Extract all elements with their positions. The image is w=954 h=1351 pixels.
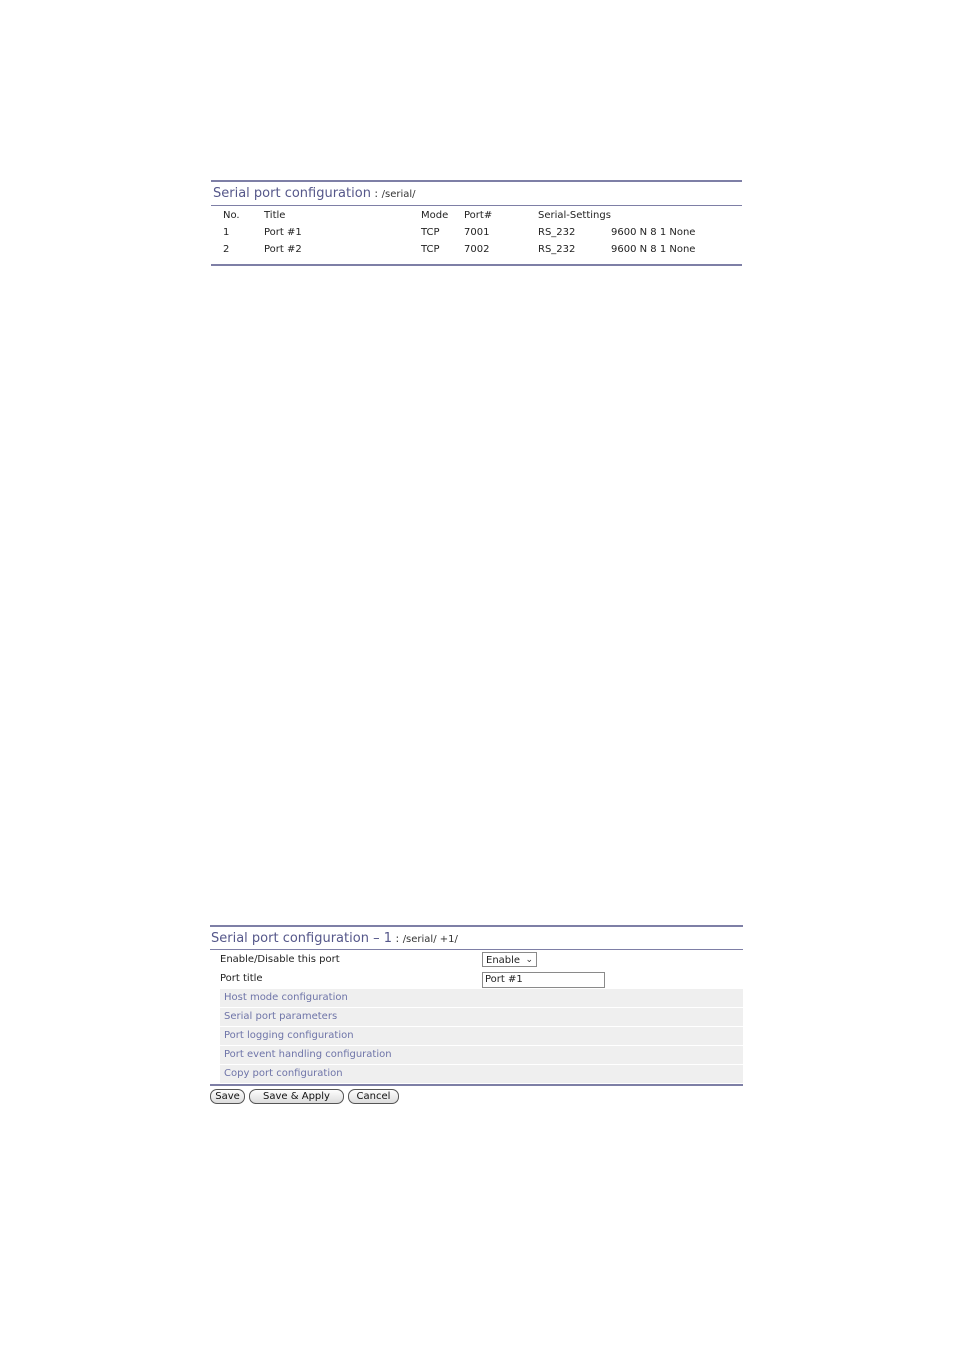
column-header-no: No. [223, 210, 240, 221]
link-host-mode-configuration[interactable]: Host mode configuration [220, 989, 743, 1007]
column-header-title: Title [264, 210, 286, 221]
panel-title-text: Serial port configuration [211, 931, 369, 946]
cell-mode: TCP [421, 244, 440, 255]
port-title-label: Port title [220, 973, 263, 984]
port-title-input[interactable]: Port #1 [482, 972, 605, 988]
table-header-row [211, 206, 742, 224]
serial-port-detail-panel [210, 925, 743, 1109]
table-row[interactable] [211, 241, 742, 258]
link-port-event-handling-configuration[interactable]: Port event handling configuration [220, 1046, 743, 1064]
cancel-button[interactable]: Cancel [348, 1089, 399, 1104]
cell-settings: 9600 N 8 1 None [611, 244, 696, 255]
cell-port: 7001 [464, 227, 490, 238]
table-row[interactable] [211, 224, 742, 241]
panel-title-text: Serial port configuration [213, 186, 371, 201]
link-serial-port-parameters[interactable]: Serial port parameters [220, 1008, 743, 1026]
cell-title-link[interactable]: Port #2 [264, 244, 302, 255]
breadcrumb-path: /serial/ [381, 189, 416, 200]
bottom-divider [211, 264, 742, 266]
link-port-logging-configuration[interactable]: Port logging configuration [220, 1027, 743, 1045]
title-separator: : [370, 187, 382, 200]
column-header-port: Port# [464, 210, 493, 221]
enable-row [210, 950, 743, 969]
cell-mode: TCP [421, 227, 440, 238]
panel-title-suffix: – 1 [368, 931, 392, 946]
serial-port-table [211, 206, 742, 264]
enable-select-value: Enable [486, 955, 521, 966]
cell-settings: 9600 N 8 1 None [611, 227, 696, 238]
cell-interface: RS_232 [538, 244, 576, 255]
cell-title-link[interactable]: Port #1 [264, 227, 302, 238]
save-button[interactable]: Save [210, 1089, 245, 1104]
enable-label: Enable/Disable this port [220, 954, 340, 965]
panel-title [211, 182, 742, 205]
serial-port-list-panel [211, 180, 742, 266]
panel-title [210, 927, 743, 949]
cell-interface: RS_232 [538, 227, 576, 238]
port-title-row [210, 969, 743, 988]
cell-no: 1 [223, 227, 230, 238]
breadcrumb-path: /serial/ +1/ [402, 934, 458, 945]
title-separator: : [391, 932, 403, 945]
cell-port: 7002 [464, 244, 490, 255]
button-bar [210, 1089, 743, 1109]
bottom-divider [210, 1084, 743, 1086]
config-links [210, 988, 743, 1084]
link-copy-port-configuration[interactable]: Copy port configuration [220, 1065, 743, 1083]
column-header-serial-settings: Serial-Settings [538, 210, 611, 221]
save-and-apply-button[interactable]: Save & Apply [249, 1089, 344, 1104]
column-header-mode: Mode [421, 210, 449, 221]
chevron-down-icon: ⌄ [525, 955, 533, 965]
cell-no: 2 [223, 244, 230, 255]
enable-select[interactable] [482, 952, 537, 967]
